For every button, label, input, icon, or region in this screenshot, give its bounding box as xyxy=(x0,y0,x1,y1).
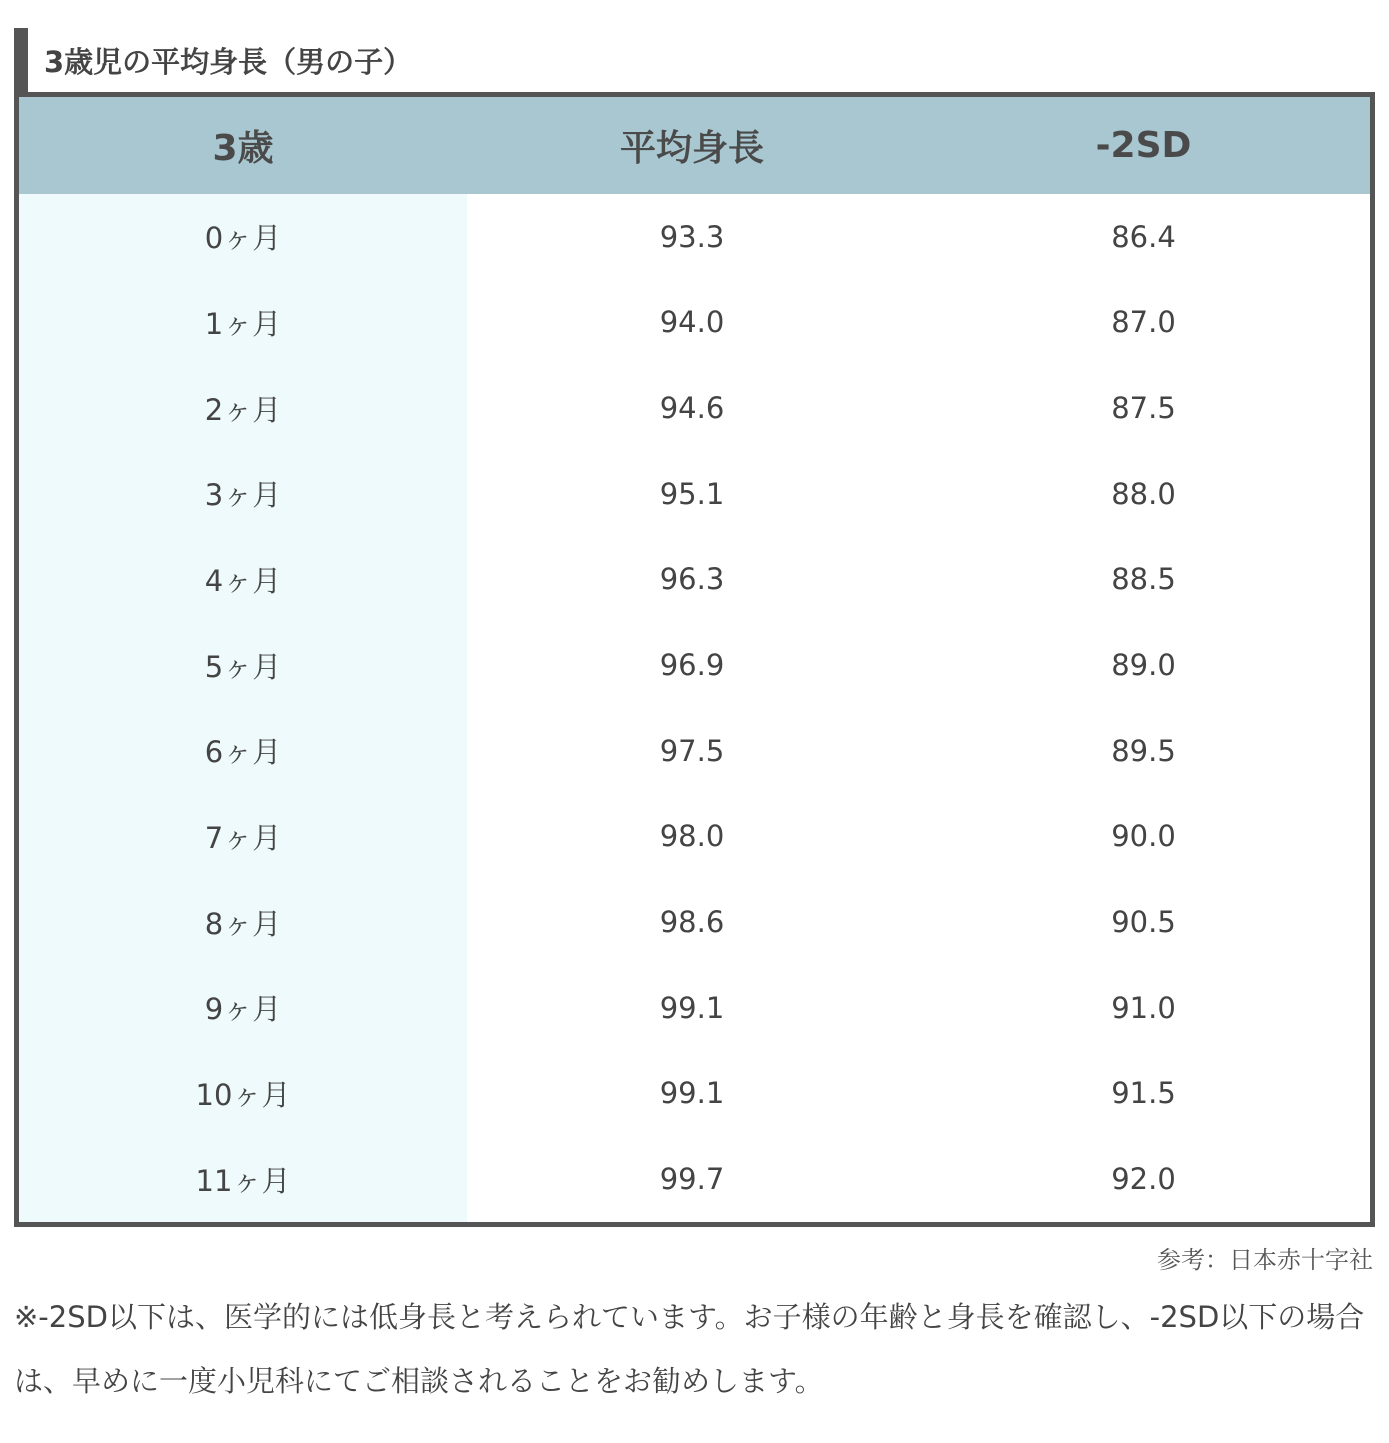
cell-age: 9ヶ月 xyxy=(19,965,467,1051)
cell-minus-2sd: 91.5 xyxy=(1111,1076,1176,1111)
cell-age: 2ヶ月 xyxy=(19,365,467,451)
cell-minus-2sd: 92.0 xyxy=(1111,1162,1176,1197)
cell-age: 6ヶ月 xyxy=(19,708,467,794)
cell-average-height: 98.0 xyxy=(659,819,725,854)
table-row xyxy=(19,365,1370,451)
cell-age: 0ヶ月 xyxy=(19,194,467,280)
height-table-frame xyxy=(14,92,1375,1227)
cell-minus-2sd: 91.0 xyxy=(1111,990,1176,1025)
cell-average-height: 93.3 xyxy=(659,219,725,254)
table-row xyxy=(19,879,1370,965)
cell-age: 4ヶ月 xyxy=(19,537,467,623)
cell-minus-2sd: 90.5 xyxy=(1111,905,1176,940)
header-minus-2sd: -2SD xyxy=(917,97,1370,194)
table-header-row xyxy=(19,97,1370,194)
table-row xyxy=(19,708,1370,794)
header-age: 3歳 xyxy=(19,97,467,194)
header-average-height: 平均身長 xyxy=(467,97,917,194)
cell-average-height: 97.5 xyxy=(659,733,725,768)
cell-minus-2sd: 90.0 xyxy=(1111,819,1176,854)
height-table xyxy=(19,97,1370,1222)
cell-average-height: 95.1 xyxy=(659,476,725,511)
table-row xyxy=(19,194,1370,280)
cell-minus-2sd: 89.0 xyxy=(1111,648,1176,683)
cell-minus-2sd: 89.5 xyxy=(1111,733,1176,768)
cell-average-height: 98.6 xyxy=(659,905,725,940)
cell-age: 1ヶ月 xyxy=(19,280,467,366)
cell-average-height: 99.7 xyxy=(659,1162,725,1197)
cell-age: 5ヶ月 xyxy=(19,622,467,708)
cell-average-height: 96.9 xyxy=(659,648,725,683)
cell-minus-2sd: 88.5 xyxy=(1111,562,1176,597)
table-row xyxy=(19,280,1370,366)
cell-age: 3ヶ月 xyxy=(19,451,467,537)
table-caption: 3歳児の平均身長（男の子） xyxy=(14,28,1375,92)
cell-age: 10ヶ月 xyxy=(19,1051,467,1137)
source-credit: 参考：日本赤十字社 xyxy=(1157,1246,1373,1274)
cell-minus-2sd: 88.0 xyxy=(1111,476,1176,511)
table-row xyxy=(19,537,1370,623)
cell-average-height: 94.0 xyxy=(659,305,725,340)
cell-minus-2sd: 86.4 xyxy=(1111,219,1176,254)
table-row xyxy=(19,794,1370,880)
cell-age: 7ヶ月 xyxy=(19,794,467,880)
cell-minus-2sd: 87.0 xyxy=(1111,305,1176,340)
table-row xyxy=(19,1136,1370,1222)
cell-average-height: 99.1 xyxy=(659,990,725,1025)
cell-average-height: 96.3 xyxy=(659,562,725,597)
cell-average-height: 94.6 xyxy=(659,391,725,426)
cell-average-height: 99.1 xyxy=(659,1076,725,1111)
table-row xyxy=(19,965,1370,1051)
table-row xyxy=(19,622,1370,708)
cell-age: 11ヶ月 xyxy=(19,1136,467,1222)
cell-age: 8ヶ月 xyxy=(19,879,467,965)
table-row xyxy=(19,451,1370,537)
cell-minus-2sd: 87.5 xyxy=(1111,391,1176,426)
footnote: ※-2SD以下は、医学的には低身長と考えられています。お子様の年齢と身長を確認し、-2SD以下の場合は、早めに一度小児科にてご相談されることをお勧めします。 xyxy=(14,1300,1365,1398)
table-row xyxy=(19,1051,1370,1137)
table-body xyxy=(19,194,1370,1222)
